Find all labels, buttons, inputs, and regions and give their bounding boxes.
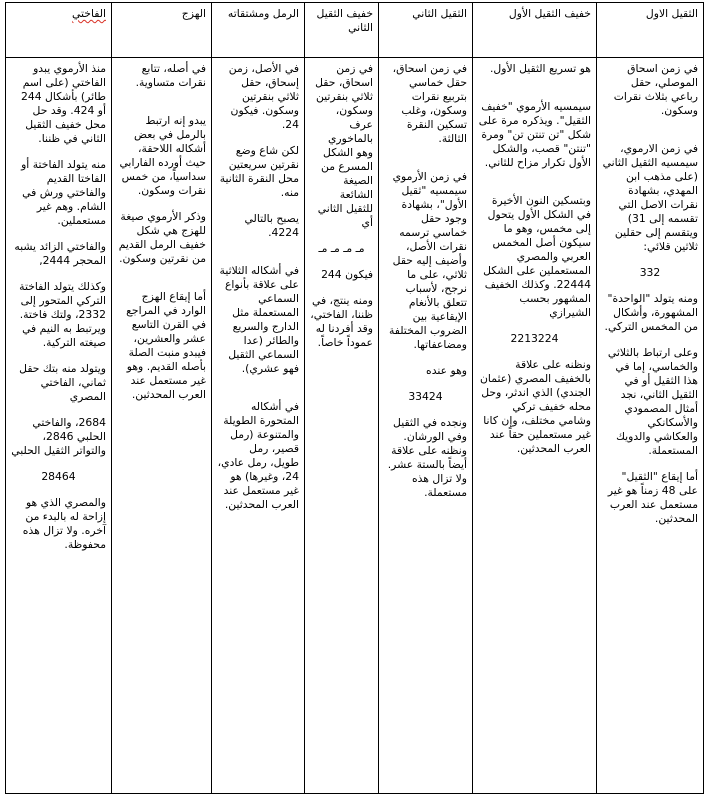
paragraph: فيكون 244: [321, 268, 373, 281]
cell-ramal: [212, 58, 305, 794]
paragraph: في أصله، تتابع نقرات متساوية.: [135, 62, 206, 89]
paragraph: وذكر الأرموي صيغة للهزج هي شكل خفيف الرمل القديم من نقرتين وسكون.: [118, 210, 206, 265]
paragraph: والمصري الذي هو إزاحة له بالبدء من آخره. ولا تزال هذه محفوظة.: [22, 496, 106, 551]
paragraph: في الأصل، زمن إسحاق، حقل ثلاثي بنقرتين وسكون. فيكون 24.: [228, 62, 299, 131]
paragraph: أما إيقاع الهزج الوارد في المراجع في القرن التاسع عشر والعشرين، فيبدو منبت الصلة بأصله القديم. وهو غير مستعمل عند العرب المحدثين.: [126, 290, 206, 401]
paragraph: في زمن اسحاق، حقل خماسي بتربيع نقرات وسكون، وغلب تسكين النقرة الثالثة.: [392, 62, 467, 145]
paragraph: ومنه يتولد "الواحدة" المشهورة، وأشكال من المخمس التركي.: [604, 292, 698, 333]
cell-fakhiti: [6, 58, 112, 794]
rhythm-comparison-table: [5, 2, 704, 794]
paragraph: في زمن اسحاق الموصلي، حقل رباعي بثلاث نقرات وسكون.: [613, 62, 698, 117]
paragraph: في أشكاله الثلاثية على علاقة بأنواع السماعي المستعملة مثل الدارج والسريع والطائر (عدا السماعي الثقيل فهو عشري).: [219, 264, 299, 375]
header-hazaj: الهزج: [112, 3, 212, 58]
paragraph: في زمن الأرموي سيمسيه "ثقيل الأول"، بشهادة وجود حقل خماسي ترسمه نقرات الأصل، وأضيف إليه حقل ثلاثي، على ما نرجح، لأسباب تتعلق بالأنغام الإيقاعية بين الضروب المختلفة ومضاعفاتها.: [388, 170, 467, 351]
paragraph: في زمن اسحاق، حقل ثلاثي بنقرتين وسكون، عرف بالماخوري وهو الشكل المسرع من الصيغة الشائعة للثقيل الثاني أي: [315, 62, 373, 229]
paragraph: منه يتولد الفاختة أو الفاختا القديم والفاختي ورش في الشام. وهم غير مستعملين.: [21, 158, 106, 227]
paragraph: هو تسريع الثقيل الأول.: [489, 62, 591, 75]
rhythm-formula: 332: [639, 266, 661, 279]
table-header-row: [6, 3, 704, 58]
paragraph: أما إيقاع "الثقيل" على 48 زمناً هو غير مستعمل عند العرب المحدثين.: [607, 470, 698, 525]
paragraph: يبدو إنه ارتبط بالرمل في بعض أشكاله اللاحقة، حيث أورده الفارابي سداسياً، من خمس نقرات وسكون.: [119, 114, 206, 197]
header-thaqil-awwal: الثقيل الاول: [597, 3, 704, 58]
cell-thaqil-awwal: [597, 58, 704, 794]
cell-hazaj: [112, 58, 212, 794]
paragraph: 2684، والفاختي الحلبي 2846، والتواتر الثقيل الحلبي: [11, 416, 106, 457]
rhythm-formula: 33424: [408, 390, 443, 403]
header-fakhiti-label: الفاختي: [72, 7, 106, 20]
header-khafif-thaqil-awwal: خفيف الثقيل الأول: [473, 3, 597, 58]
cell-khafif-thaqil-awwal: [473, 58, 597, 794]
paragraph: في أشكاله المتحورة الطويلة والمتنوعة (رمل قصير، رمل طويل، رمل عادي، 24، وغيرها) هو غير مستعمل عند العرب المحدثين.: [217, 400, 299, 511]
header-khafif-thaqil-thani: خفيف الثقيل الثاني: [305, 3, 379, 58]
paragraph: وعلى ارتباط بالثلاثي والخماسي، إما في هذا الثقيل أو في الثقيل الثاني، نجد أمثال المصمودي والأسكانكي والعكاشي والدويك المستعملة.: [607, 346, 698, 457]
table-body-row: [6, 58, 704, 794]
paragraph: في زمن الارموي، سيمسيه الثقيل الثاني (على مذهب ابن المهدي، بشهادة نقرات الاصل التي تقسمه إلى 31) ويتقسم إلى حقلين ثلاثين قلائي:: [602, 142, 698, 253]
header-ramal: الرمل ومشتقاته: [212, 3, 305, 58]
paragraph: يصبح بالتالي 4224.: [244, 212, 299, 239]
paragraph: ونجده في الثقيل وفي الورشان. ونظنه على علاقة أيضاً بالستة عشر. ولا تزال هذه مستعملة.: [387, 416, 467, 499]
paragraph: وبتسكين النون الأخيرة في الشكل الأول يتحول إلى مخمس، وهو ما سيكون أصل المخمس العربي والمصري المستعملين على الشكل 22444. وكذلك الخفيف المشهور بحسب الشيرازي: [483, 194, 591, 319]
rhythm-notation: مـ مـ مـ مـ: [318, 242, 365, 255]
paragraph: ونظنه على علاقة بالخفيف المصري (عثمان الجندي) الذي اندثر، وحل محله خفيف تركي وشامي مختلف، وإن كانا غير مستعملين حقاً عند العرب المحدثين.: [480, 358, 591, 455]
cell-thaqil-thani: [379, 58, 473, 794]
header-thaqil-thani: الثقيل الثاني: [379, 3, 473, 58]
rhythm-formula: 2213224: [510, 332, 559, 345]
paragraph: منذ الأرموي يبدو الفاختي (على اسم طائر) بأشكال 244 أو 424. وقد حل محل خفيف الثقيل الثاني في ظننا.: [21, 62, 106, 145]
paragraph: ويتولد منه بتك حقل ثماني، الفاختي المصري: [19, 362, 106, 403]
cell-khafif-thaqil-thani: [305, 58, 379, 794]
header-fakhiti: [6, 3, 112, 58]
paragraph: وكذلك يتولد الفاختة التركي المتحور إلى 2332، ولتك فاختة. ويرتبط به النيم في صيغته التركية.: [19, 280, 106, 349]
paragraph: ومنه ينتج، في ظننا، الفاختي، وقد أفردنا له عموداً خاصاً.: [310, 294, 373, 349]
paragraph: سيمسيه الأرموي "خفيف الثقيل". ويذكره مرة على شكل "تن تنتن تن" ومرة "تنتن" قصب، والشكل الأول تكرار مزاح للثاني.: [478, 100, 591, 169]
paragraph: والفاختي الزائد يشبه المحجر 2444,: [14, 240, 106, 267]
rhythm-formula: 28464: [41, 470, 76, 483]
paragraph: وهو عنده: [426, 364, 467, 377]
paragraph: لكن شاع وضع نقرتين سريعتين محل النقرة الثانية منه.: [219, 144, 299, 199]
